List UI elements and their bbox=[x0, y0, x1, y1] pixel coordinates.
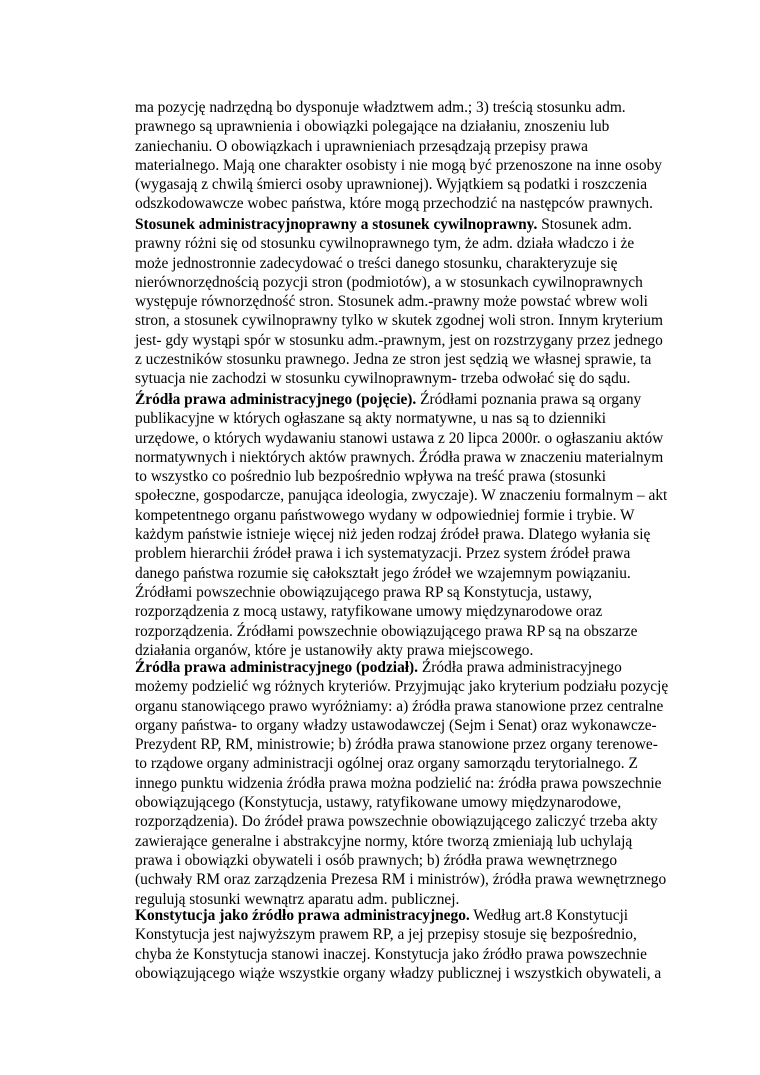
text-line: jest- gdy wystąpi spór w stosunku adm.-prawnym, jest on rozstrzygany przez jednego bbox=[135, 331, 663, 349]
text-line: obowiązującego wiąże wszystkie organy władzy publicznej i wszystkich obywateli, a bbox=[135, 964, 662, 982]
section-heading: Źródła prawa administracyjnego (podział). bbox=[135, 659, 419, 676]
text-line: regulują stosunki wewnątrz aparatu adm. publicznej. bbox=[135, 890, 460, 908]
text-run: Źródłami poznania prawa są organy bbox=[416, 391, 642, 408]
text-line: stron, a stosunek cywilnoprawny tylko w skutek zgodnej woli stron. Innym kryterium bbox=[135, 312, 663, 330]
text-line: z uczestników stosunku prawnego. Jedna ze stron jest sędzią we własnej sprawie, ta bbox=[135, 351, 652, 369]
text-line: chyba że Konstytucja stanowi inaczej. Konstytucja jako źródło prawa powszechnie bbox=[135, 945, 647, 963]
text-line: prawny różni się od stosunku cywilnoprawnego tym, że adm. działa władczo i że bbox=[135, 235, 635, 253]
text-line: obowiązującego (Konstytucja, ustawy, ratyfikowane umowy międzynarodowe, bbox=[135, 794, 622, 812]
text-line: występuje równorzędność stron. Stosunek adm.-prawny może powstać wbrew woli bbox=[135, 293, 648, 311]
text-line: odszkodowawcze wobec państwa, które mogą przechodzić na następców prawnych. bbox=[135, 195, 653, 213]
text-line bbox=[135, 390, 665, 409]
paragraph-sources-concept bbox=[135, 390, 668, 660]
text-line: Źródłami powszechnie obowiązującego prawa RP są Konstytucja, ustawy, bbox=[135, 583, 593, 601]
text-line: sytuacja nie zachodzi w stosunku cywilnoprawnym- trzeba odwołać się do sądu. bbox=[135, 370, 631, 388]
text-line: możemy podzielić wg różnych kryteriów. Przyjmując jako kryterium podziału pozycję bbox=[135, 678, 669, 696]
text-line: materialnego. Mają one charakter osobisty i nie mogą być przenoszone na inne osoby bbox=[135, 156, 662, 174]
text-line: ma pozycję nadrzędną bo dysponuje władztwem adm.; 3) treścią stosunku adm. bbox=[135, 99, 626, 116]
section-heading: Źródła prawa administracyjnego (pojęcie). bbox=[135, 391, 417, 408]
text-line: rozporządzenia). Do źródeł prawa powszechnie obowiązującego zaliczyć trzeba akty bbox=[135, 813, 658, 831]
section-heading: Stosunek administracyjnoprawny a stosunek cywilnoprawny. bbox=[135, 216, 538, 233]
text-line: publikacyjne w których ogłaszane są akty normatywne, u nas są to dzienniki bbox=[135, 410, 606, 428]
text-line: (uchwały RM oraz zarządzenia Prezesa RM i ministrów), źródła prawa wewnętrznego bbox=[135, 871, 667, 889]
text-line: zawierające generalne i abstrakcyjne normy, które tworzą zmieniają lub uchylają bbox=[135, 832, 633, 850]
text-line: prawa i obowiązki obywateli i osób prawnych; b) źródła prawa wewnętrznego bbox=[135, 851, 618, 869]
paragraph-sources-division bbox=[135, 658, 669, 909]
text-line: rozporządzenia z mocą ustawy, ratyfikowane umowy międzynarodowe oraz bbox=[135, 603, 603, 621]
text-line: może jednostronnie zadecydować o treści danego stosunku, charakteryzuje się bbox=[135, 254, 618, 272]
paragraph-constitution bbox=[135, 906, 665, 983]
text-run: Źródła prawa administracyjnego bbox=[418, 659, 622, 676]
text-line: każdym państwie istnieje więcej niż jeden rodzaj źródeł prawa. Dlatego wyłania się bbox=[135, 526, 651, 544]
text-line: problem hierarchii źródeł prawa i ich systematyzacji. Przez system źródeł prawa bbox=[135, 545, 631, 563]
text-line: organu stanowiącego prawo wyróżniamy: a) źródła prawa stanowione przez centralne bbox=[135, 697, 664, 715]
text-line bbox=[135, 906, 665, 925]
text-line: kompetentnego organu państwowego wydany w odpowiedniej formie i trybie. W bbox=[135, 506, 635, 524]
text-line: rozporządzenia. Źródłami powszechnie obowiązującego prawa RP są na obszarze bbox=[135, 622, 638, 640]
text-line bbox=[135, 658, 665, 677]
text-line bbox=[135, 215, 665, 234]
text-line: zaniechaniu. O obowiązkach i uprawnieniach przesądzają przepisy prawa bbox=[135, 137, 588, 155]
text-line: innego punktu widzenia źródła prawa można podzielić na: źródła prawa powszechnie bbox=[135, 774, 662, 792]
text-run: Według art.8 Konstytucji bbox=[469, 907, 629, 924]
paragraph-admin-vs-civil bbox=[135, 215, 665, 389]
text-line: Prezydent RP, RM, ministrowie; b) źródła prawa stanowione przez organy terenowe- bbox=[135, 736, 658, 754]
paragraph-obligations bbox=[135, 98, 665, 214]
text-line: (wygasają z chwilą śmierci osoby uprawnionej). Wyjątkiem są podatki i roszczenia bbox=[135, 176, 648, 194]
text-line: to wszystko co pośrednio lub bezpośrednio wpływa na treść prawa (stosunki bbox=[135, 468, 607, 486]
text-run: Stosunek adm. bbox=[537, 216, 632, 233]
text-line: działania organów, które je ustanowiły akty prawa miejscowego. bbox=[135, 641, 534, 659]
text-line: danego państwa rozumie się całokształt jego źródeł we wzajemnym powiązaniu. bbox=[135, 564, 631, 582]
text-line: urzędowe, o których wydawaniu stanowi ustawa z 20 lipca 2000r. o ogłaszaniu aktów bbox=[135, 429, 664, 447]
text-line: normatywnych i niektórych aktów prawnych. Źródła prawa w znaczeniu materialnym bbox=[135, 448, 664, 466]
text-line: to rządowe organy administracji ogólnej oraz organy samorządu terytorialnego. Z bbox=[135, 755, 638, 773]
section-heading: Konstytucja jako źródło prawa administracyjnego. bbox=[135, 907, 470, 924]
text-line: prawnego są uprawnienia i obowiązki polegające na działaniu, znoszeniu lub bbox=[135, 118, 610, 136]
text-line: organy państwa- to organy władzy ustawodawczej (Sejm i Senat) oraz wykonawcze- bbox=[135, 716, 657, 734]
text-line: nierównorzędnością pozycji stron (podmiotów), a w stosunkach cywilnoprawnych bbox=[135, 273, 643, 291]
text-line: społeczne, gospodarcze, panująca ideologia, zwyczaje). W znaczeniu formalnym – akt bbox=[135, 487, 668, 505]
text-line: Konstytucja jest najwyższym prawem RP, a jej przepisy stosuje się bezpośrednio, bbox=[135, 926, 637, 944]
